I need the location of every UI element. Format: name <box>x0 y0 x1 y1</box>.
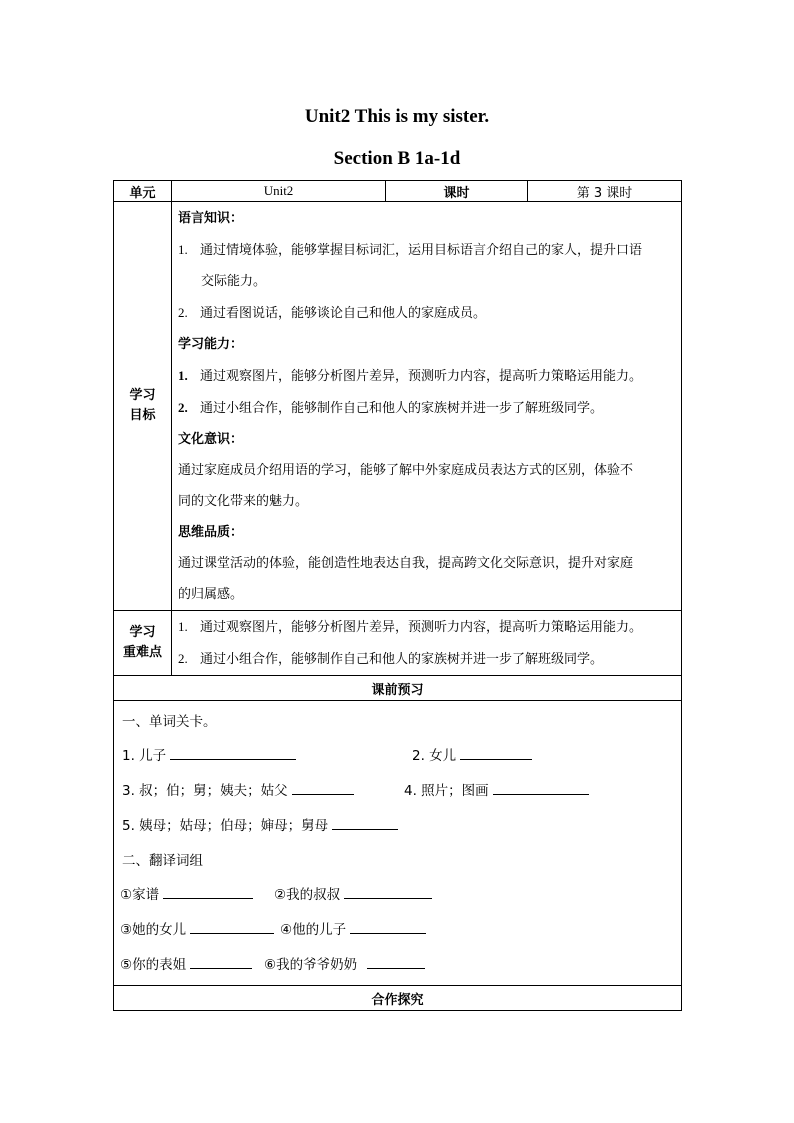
answer-blank[interactable] <box>350 919 426 934</box>
word-label: 4. 照片；图画 <box>404 783 489 799</box>
thinking-line-2: 的归属感。 <box>178 587 244 602</box>
key-point-item-2 <box>172 643 681 675</box>
word-label: 5. 姨母；姑母；伯母；婶母；舅母 <box>122 818 329 834</box>
word-label: 3. 叔；伯；舅；姨夫；姑父 <box>122 783 288 799</box>
key-point-item-1 <box>172 611 681 643</box>
phrase-label: ⑤你的表姐 <box>120 957 187 973</box>
answer-blank[interactable] <box>460 745 532 760</box>
preview-content-row <box>114 701 682 986</box>
goals-label-line-1: 学习 <box>129 388 156 403</box>
word-row-2 <box>114 774 681 809</box>
item-text: 通过小组合作，能够制作自己和他人的家族树并进一步了解班级同学。 <box>200 401 604 416</box>
word-item-4 <box>404 774 589 809</box>
item-number: 1. <box>178 368 188 383</box>
ability-item-1 <box>172 360 681 392</box>
phrase-label: ③她的女儿 <box>120 922 187 938</box>
word-item-5 <box>122 809 398 844</box>
word-label: 2. 女儿 <box>412 748 457 764</box>
item-text: 通过情境体验，能够掌握目标词汇，运用目标语言介绍自己的家人，提升口语 <box>200 243 643 258</box>
unit-value: Unit2 <box>172 181 386 202</box>
thinking-line-1: 通过课堂活动的体验，能创造性地表达自我，提高跨文化交际意识，提升对家庭 <box>178 556 634 571</box>
language-item-2 <box>172 297 681 329</box>
item-text: 通过看图说话，能够谈论自己和他人的家庭成员。 <box>200 306 487 321</box>
phrase-section-title: 二、翻译词组 <box>122 853 203 869</box>
ability-item-2 <box>172 392 681 424</box>
cooperation-heading-row <box>114 986 682 1011</box>
culture-line-2: 同的文化带来的魅力。 <box>178 494 309 509</box>
goals-row-label <box>114 202 172 611</box>
key-points-content <box>172 611 682 676</box>
item-number: 2. <box>178 651 188 666</box>
answer-blank[interactable] <box>344 884 432 899</box>
phrase-item-2 <box>274 878 432 913</box>
culture-line-1: 通过家庭成员介绍用语的学习，能够了解中外家庭成员表达方式的区别，体验不 <box>178 463 634 478</box>
key-points-label-line-1: 学习 <box>129 625 156 640</box>
culture-title: 文化意识： <box>178 432 244 447</box>
item-number: 1. <box>178 242 188 257</box>
item-number: 2. <box>178 400 188 415</box>
period-value: 第 3 课时 <box>528 181 682 202</box>
word-item-3 <box>122 774 354 809</box>
goals-label-line-2: 目标 <box>129 408 156 423</box>
key-points-row-label <box>114 611 172 676</box>
phrase-item-4 <box>280 913 426 948</box>
language-item-1-cont: 交际能力。 <box>201 274 267 289</box>
key-points-label-line-2: 重难点 <box>122 645 162 660</box>
phrase-item-6 <box>264 948 425 983</box>
phrase-row-3 <box>114 948 681 983</box>
phrase-label: ④他的儿子 <box>280 922 347 938</box>
key-points-row <box>114 611 682 676</box>
ability-title: 学习能力： <box>178 337 244 352</box>
answer-blank[interactable] <box>292 780 354 795</box>
lesson-plan-table <box>113 180 682 1011</box>
word-section-title: 一、单词关卡。 <box>122 714 217 730</box>
answer-blank[interactable] <box>163 884 253 899</box>
answer-blank[interactable] <box>367 954 425 969</box>
phrase-row-1 <box>114 878 681 913</box>
word-item-2 <box>412 739 532 774</box>
thinking-title: 思维品质： <box>178 525 244 540</box>
item-text: 通过观察图片，能够分析图片差异，预测听力内容，提高听力策略运用能力。 <box>200 620 643 635</box>
header-row <box>114 181 682 202</box>
document-title: Unit2 This is my sister. <box>304 106 490 127</box>
period-label: 课时 <box>386 181 528 202</box>
goals-content <box>172 202 682 611</box>
word-row-1 <box>114 739 681 774</box>
phrase-item-5 <box>120 948 252 983</box>
preview-heading: 课前预习 <box>114 676 682 701</box>
word-item-1 <box>122 739 296 774</box>
goals-row <box>114 202 682 611</box>
phrase-label: ①家谱 <box>120 887 160 903</box>
item-number: 1. <box>178 619 188 634</box>
answer-blank[interactable] <box>493 780 589 795</box>
item-text: 通过小组合作，能够制作自己和他人的家族树并进一步了解班级同学。 <box>200 652 604 667</box>
document-subtitle: Section B 1a-1d <box>333 148 461 169</box>
phrase-row-2 <box>114 913 681 948</box>
answer-blank[interactable] <box>190 919 274 934</box>
answer-blank[interactable] <box>332 815 398 830</box>
phrase-label: ⑥我的爷爷奶奶 <box>264 957 358 973</box>
phrase-item-3 <box>120 913 274 948</box>
language-title: 语言知识： <box>178 211 244 226</box>
unit-label: 单元 <box>114 181 172 202</box>
phrase-label: ②我的叔叔 <box>274 887 341 903</box>
word-label: 1. 儿子 <box>122 748 167 764</box>
phrase-item-1 <box>120 878 253 913</box>
word-row-3 <box>114 809 681 844</box>
item-text: 通过观察图片，能够分析图片差异，预测听力内容，提高听力策略运用能力。 <box>200 369 643 384</box>
preview-content <box>114 701 682 986</box>
cooperation-heading: 合作探究 <box>114 986 682 1011</box>
item-number: 2. <box>178 305 188 320</box>
answer-blank[interactable] <box>190 954 252 969</box>
preview-heading-row <box>114 676 682 701</box>
language-item-1 <box>172 234 681 266</box>
answer-blank[interactable] <box>170 745 296 760</box>
